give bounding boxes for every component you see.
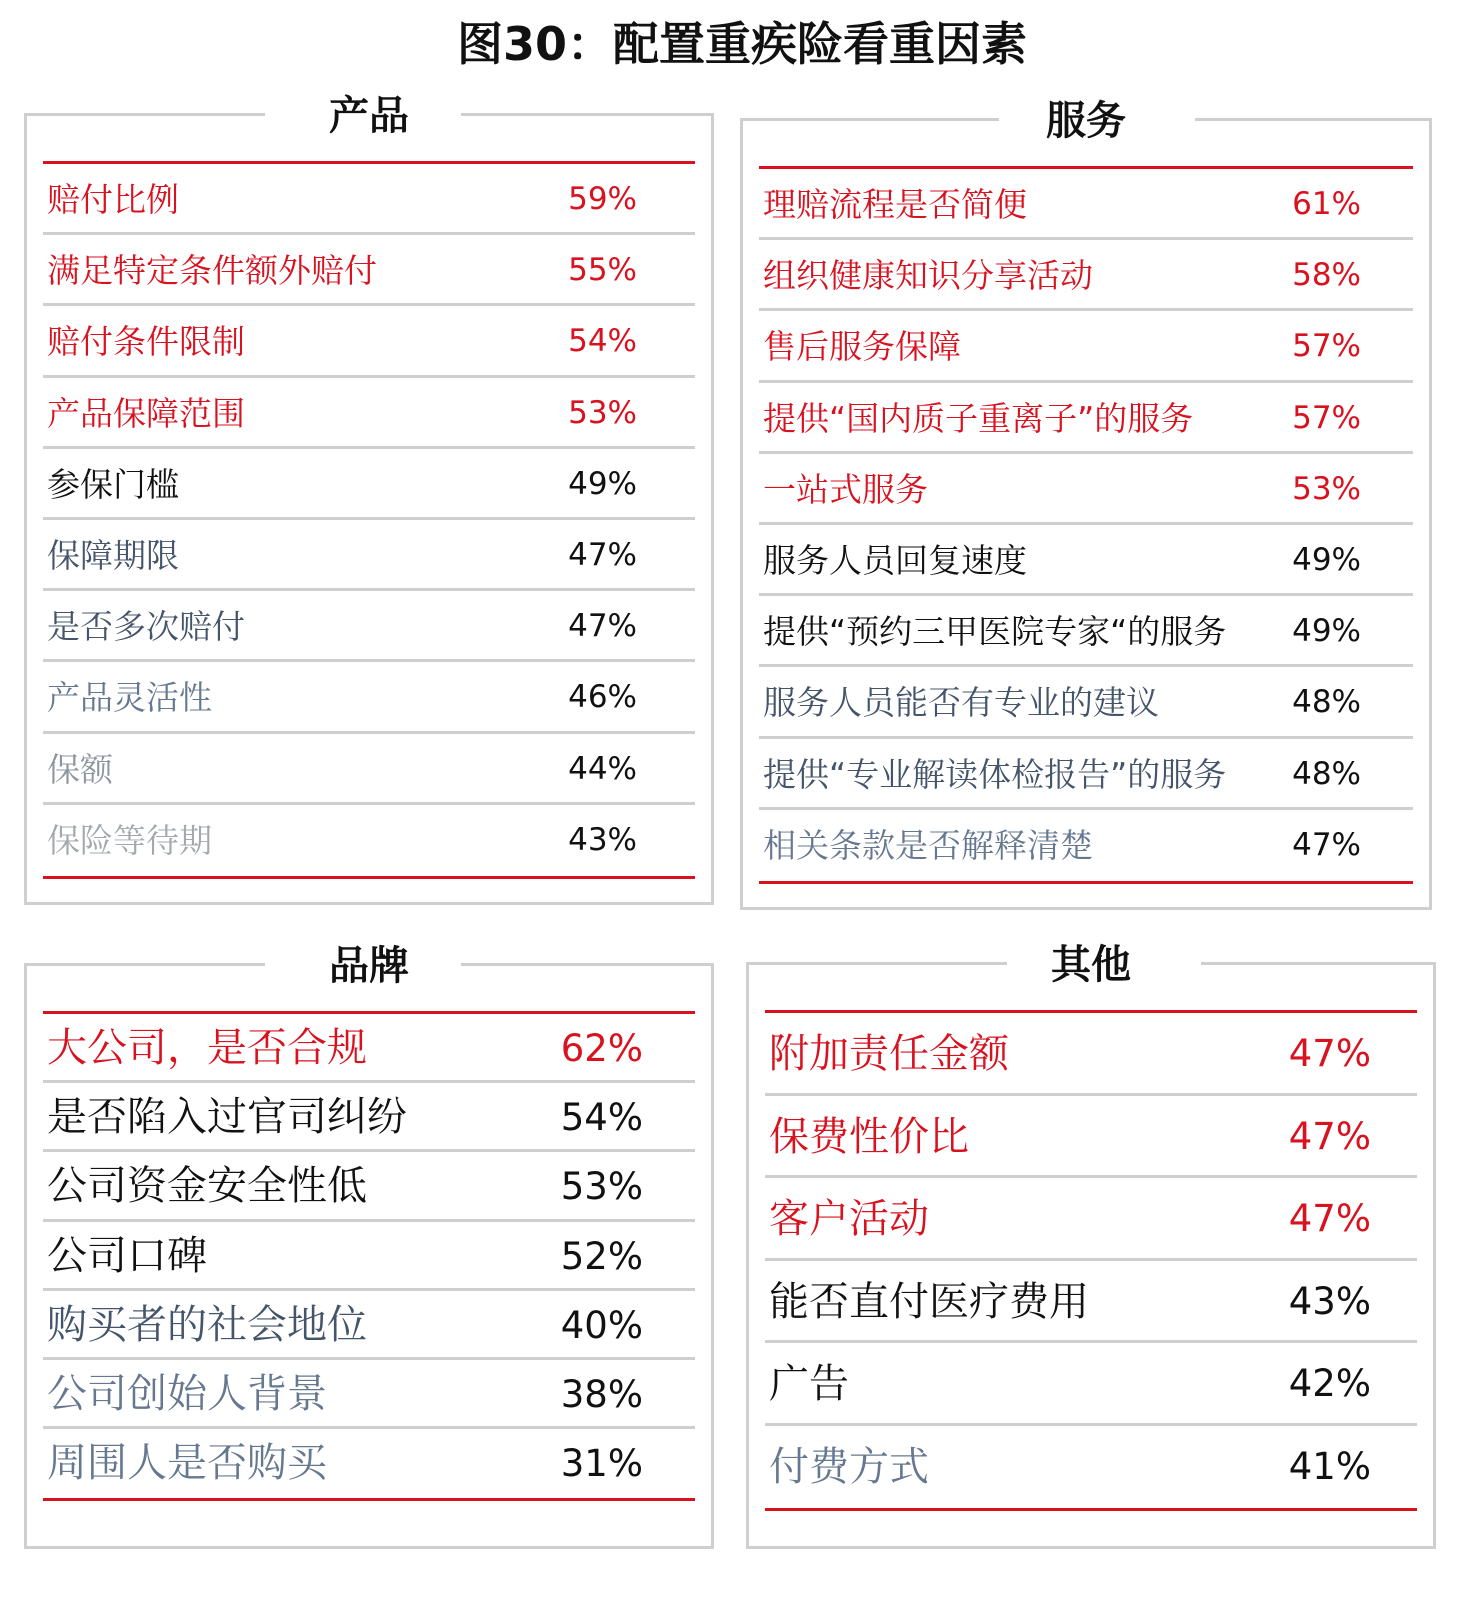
row-label: 公司创始人背景 — [47, 1370, 327, 1417]
row-label: 服务人员回复速度 — [763, 540, 1027, 580]
table-row — [43, 734, 695, 805]
table-rows — [765, 1010, 1417, 1511]
row-value: 59% — [568, 181, 637, 217]
panel-0 — [24, 93, 714, 905]
table-row — [765, 1343, 1417, 1426]
table-row — [759, 525, 1413, 596]
table-row — [43, 1083, 695, 1152]
table-row — [765, 1096, 1417, 1179]
row-label: 组织健康知识分享活动 — [763, 256, 1093, 296]
row-label: 赔付比例 — [47, 180, 179, 219]
row-label: 是否陷入过官司纠纷 — [47, 1094, 407, 1141]
row-value: 53% — [560, 1165, 643, 1209]
row-label: 提供“专业解读体检报告”的服务 — [763, 754, 1227, 794]
row-value: 46% — [568, 679, 637, 716]
table-row — [759, 240, 1413, 311]
panel-1 — [740, 98, 1432, 910]
row-label: 公司资金安全性低 — [47, 1163, 367, 1210]
row-label: 赔付条件限制 — [47, 322, 245, 362]
table-row — [765, 1013, 1417, 1096]
panel-heading — [27, 938, 711, 994]
row-value: 47% — [568, 536, 637, 573]
row-label: 保险等待期 — [47, 820, 212, 860]
row-value: 47% — [568, 608, 637, 645]
row-value: 49% — [1292, 541, 1361, 578]
panel-title: 服务 — [1046, 98, 1126, 144]
table-row — [43, 662, 695, 733]
row-value: 38% — [560, 1372, 643, 1416]
row-value: 57% — [1292, 399, 1361, 436]
row-label: 提供“预约三甲医院专家“的服务 — [763, 612, 1227, 652]
table-row — [43, 805, 695, 876]
row-label: 保额 — [47, 749, 113, 789]
row-value: 52% — [560, 1234, 643, 1278]
row-value: 54% — [568, 323, 637, 360]
row-label: 售后服务保障 — [763, 327, 961, 367]
panel-heading — [743, 93, 1429, 149]
row-value: 31% — [560, 1442, 643, 1486]
table-row — [759, 739, 1413, 810]
panel-title: 产品 — [329, 93, 409, 139]
row-label: 大公司，是否合规 — [47, 1025, 367, 1071]
figure-title: 图30：配置重疾险看重因素 — [456, 17, 1027, 71]
row-value: 53% — [568, 394, 637, 431]
row-value: 47% — [1288, 1197, 1371, 1240]
table-row — [759, 383, 1413, 454]
row-label: 相关条款是否解释清楚 — [763, 825, 1093, 865]
table-row — [43, 1360, 695, 1429]
row-label: 参保门槛 — [47, 464, 179, 504]
row-value: 57% — [1292, 328, 1361, 365]
row-label: 是否多次赔付 — [47, 607, 245, 647]
panel-2 — [24, 943, 714, 1549]
heading-gap — [999, 117, 1195, 127]
row-label: 理赔流程是否简便 — [763, 185, 1027, 224]
table-row — [43, 591, 695, 662]
panel-heading — [749, 937, 1433, 993]
table-row — [43, 1222, 695, 1291]
heading-gap — [1007, 961, 1201, 971]
row-value: 43% — [1288, 1279, 1371, 1323]
row-value: 49% — [568, 465, 637, 502]
table-row — [765, 1261, 1417, 1344]
row-value: 47% — [1288, 1032, 1371, 1075]
heading-gap — [265, 112, 461, 122]
row-label: 周围人是否购买 — [47, 1440, 327, 1487]
table-row — [43, 1152, 695, 1221]
table-rows — [43, 1011, 695, 1501]
table-rows — [43, 161, 695, 879]
row-label: 提供“国内质子重离子”的服务 — [763, 398, 1194, 438]
row-value: 62% — [560, 1027, 643, 1070]
table-row — [759, 454, 1413, 525]
row-label: 客户活动 — [769, 1196, 929, 1242]
row-value: 48% — [1292, 684, 1361, 721]
table-row — [43, 306, 695, 377]
row-label: 保费性价比 — [769, 1113, 969, 1160]
table-row — [43, 1014, 695, 1083]
table-row — [43, 164, 695, 235]
panel-title: 品牌 — [329, 943, 409, 989]
table-row — [759, 810, 1413, 881]
table-row — [765, 1426, 1417, 1509]
table-row — [759, 169, 1413, 240]
panel-title: 其他 — [1051, 942, 1131, 988]
row-label: 产品保障范围 — [47, 393, 245, 433]
row-value: 44% — [568, 750, 637, 787]
row-value: 40% — [560, 1303, 643, 1347]
row-label: 付费方式 — [769, 1443, 929, 1490]
table-row — [759, 596, 1413, 667]
row-value: 43% — [568, 821, 637, 858]
table-rows — [759, 166, 1413, 884]
row-label: 保障期限 — [47, 535, 179, 575]
row-label: 广告 — [769, 1361, 849, 1407]
table-row — [43, 1291, 695, 1360]
row-value: 47% — [1288, 1114, 1371, 1158]
row-value: 55% — [568, 252, 637, 289]
table-row — [43, 449, 695, 520]
row-label: 一站式服务 — [763, 469, 928, 509]
row-label: 公司口碑 — [47, 1232, 207, 1279]
table-row — [759, 667, 1413, 738]
panel-3 — [746, 942, 1436, 1549]
row-value: 47% — [1292, 826, 1361, 863]
row-value: 49% — [1292, 613, 1361, 650]
row-label: 能否直付医疗费用 — [769, 1278, 1089, 1325]
row-value: 58% — [1292, 257, 1361, 294]
heading-gap — [265, 962, 461, 972]
row-value: 48% — [1292, 755, 1361, 792]
table-row — [43, 1429, 695, 1498]
table-row — [765, 1178, 1417, 1261]
row-label: 服务人员能否有专业的建议 — [763, 683, 1159, 723]
row-label: 产品灵活性 — [47, 678, 212, 718]
row-value: 54% — [560, 1096, 643, 1140]
table-row — [43, 520, 695, 591]
table-row — [43, 235, 695, 306]
table-row — [759, 311, 1413, 382]
row-value: 61% — [1292, 186, 1361, 222]
row-value: 53% — [1292, 470, 1361, 507]
row-label: 购买者的社会地位 — [47, 1301, 367, 1348]
row-value: 41% — [1288, 1444, 1371, 1488]
row-value: 42% — [1288, 1362, 1371, 1405]
row-label: 满足特定条件额外赔付 — [47, 251, 377, 291]
table-row — [43, 378, 695, 449]
panel-heading — [27, 88, 711, 144]
row-label: 附加责任金额 — [769, 1031, 1009, 1077]
